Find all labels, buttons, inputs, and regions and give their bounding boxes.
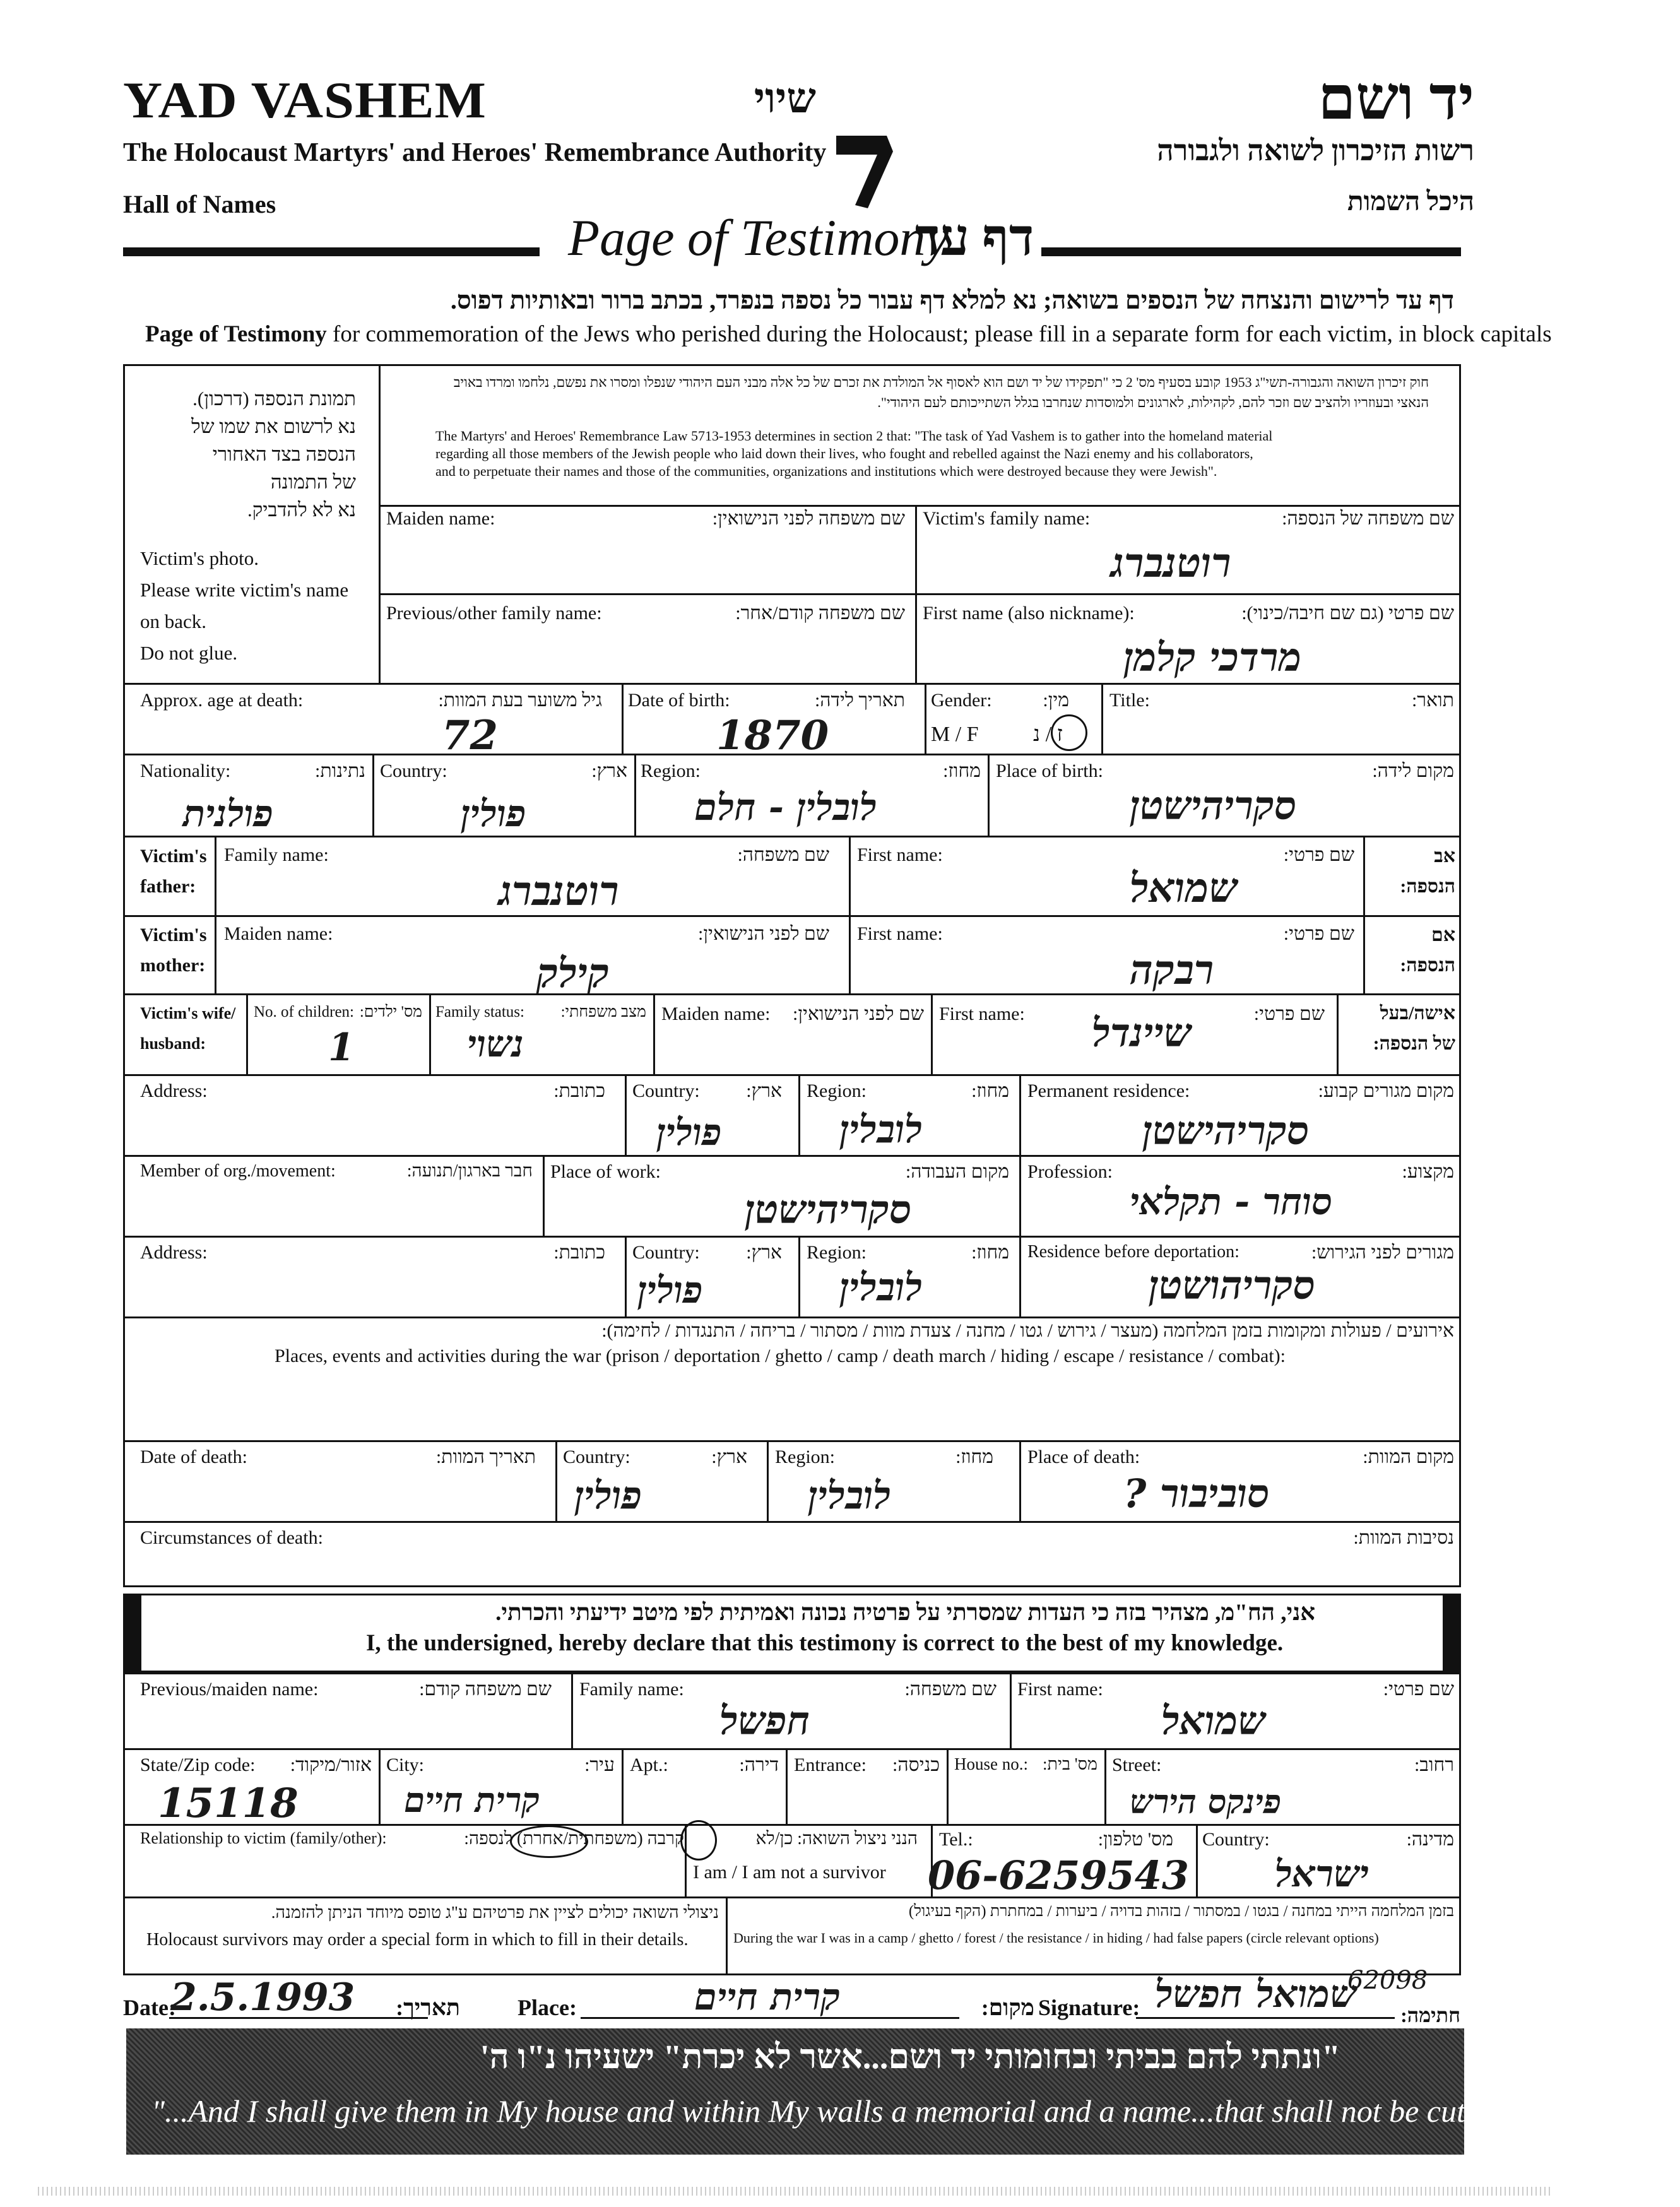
city-label-en: City:: [386, 1754, 425, 1775]
place-label-en: Place:: [518, 1995, 577, 2020]
relationship-label-en: Relationship to victim (family/other):: [140, 1829, 387, 1847]
addr2-div-1: [379, 1748, 381, 1824]
family-status-label-he: מצב משפחתי:: [560, 1003, 646, 1021]
addr-div-1: [625, 1074, 627, 1155]
mother-label-he: אם הנספה:: [1400, 925, 1455, 976]
birth-place-value: סקריהישטן: [1130, 783, 1297, 829]
entrance-label-en: Entrance:: [794, 1754, 867, 1775]
spouse-first-label-he: שם פרטי:: [1253, 1003, 1325, 1024]
law-text-en-1: The Martyrs' and Heroes' Remembrance Law 5713-1953 determines in section 2 that: "The task of Yad Vashem is to gather into the homeland material: [435, 428, 1273, 444]
sub-family-value: חפשל: [719, 1698, 810, 1744]
city-label-he: עיר:: [584, 1754, 615, 1775]
reference-number: 62098: [1347, 1966, 1428, 1995]
row-rule-1: [123, 683, 1461, 685]
birth-country-label-en: Country:: [380, 760, 447, 781]
addr-region-label-en: Region:: [807, 1080, 867, 1101]
family-name-label-he: שם משפחה של הנספה:: [1282, 508, 1454, 529]
dep-residence-value: סקריהושטן: [1149, 1262, 1315, 1308]
father-family-label-he: שם משפחה:: [737, 844, 829, 865]
birth-place-label-he: מקום לידה:: [1372, 760, 1454, 781]
sub-first-value: שמואל: [1161, 1698, 1266, 1744]
declaration-en: I, the undersigned, hereby declare that this testimony is correct to the best of my knowledge.: [366, 1630, 1284, 1656]
sub-country-label-he: מדינה:: [1406, 1829, 1454, 1850]
mother-maiden-label-he: שם לפני הנישואין:: [698, 923, 829, 944]
survivors-note-he: ניצולי השואה יכולים לציין את פרטיהם ע"ג טופס מיוחד הניתן להזמנה.: [271, 1903, 719, 1922]
sub-family-label-en: Family name:: [579, 1679, 684, 1700]
entrance-label-he: כניסה:: [892, 1754, 940, 1775]
relationship-circle-mark: [510, 1825, 588, 1858]
father-first-label-en: First name:: [857, 844, 943, 865]
zip-label-he: אזור/מיקוד:: [290, 1754, 372, 1775]
dob-label-en: Date of birth:: [628, 690, 730, 711]
death-place-label-en: Place of death:: [1027, 1447, 1140, 1467]
house-label-en: House no.:: [954, 1754, 1028, 1773]
quote-he: "ונתתי להם בביתי ובחומותי יד ושם...אשר לא יכרת" ישעיהו נ"ו ה': [480, 2038, 1340, 2076]
notes-div: [726, 1896, 728, 1975]
dep-region-value: לובלין: [839, 1265, 923, 1310]
title-label-he: תואר:: [1411, 690, 1454, 711]
addr2-div-4: [947, 1748, 949, 1824]
events-label-he: אירועים / פעולות ומקומות בזמן המלחמה (מעצר / גירוש / גטו / מחנה / צעדת מוות / מסתור / בריחה / התנגדות / לחימה):: [601, 1320, 1454, 1341]
row-rule-2: [123, 754, 1461, 755]
intro-en-bold: Page of Testimony: [145, 321, 327, 347]
title-divider: [1101, 683, 1103, 754]
address-label-en: Address:: [140, 1080, 208, 1101]
nat-divider: [372, 754, 374, 836]
sub-row-rule-2: [123, 1824, 1461, 1826]
birth-region-value: לובלין - חלם: [694, 786, 877, 829]
sub-family-label-he: שם משפחה:: [904, 1679, 997, 1700]
spouse-div-5: [1337, 993, 1339, 1074]
father-family-label-en: Family name:: [224, 844, 329, 865]
dep-residence-label-he: מגורים לפני הגירוש:: [1311, 1242, 1454, 1263]
children-value: 1: [328, 1026, 355, 1070]
birth-country-value: פולין: [461, 792, 526, 835]
tel-div-3: [1196, 1824, 1198, 1896]
title-label-en: Title:: [1109, 690, 1150, 711]
wartime-note-he: בזמן המלחמה הייתי במחנה / בגטו / במסתור / בזהות בדויה / ביערות / במחתרת (הקף בעיגול): [908, 1903, 1454, 1920]
relationship-label-he: קרבה (משפחתית/אחרת) לנספה:: [464, 1829, 684, 1849]
children-label-en: No. of children:: [254, 1003, 354, 1021]
first-name-label-en: First name (also nickname):: [923, 603, 1135, 624]
dep-address-label-he: כתובת:: [553, 1242, 605, 1263]
sub-row-rule-3: [123, 1896, 1461, 1898]
death-date-label-he: תאריך המוות:: [435, 1447, 536, 1467]
death-country-value: פולין: [574, 1474, 642, 1518]
law-text-bottom-rule: [379, 505, 1461, 507]
mother-maiden-label-en: Maiden name:: [224, 923, 333, 944]
street-label-he: רחוב:: [1414, 1754, 1454, 1775]
birth-country-label-he: ארץ:: [591, 760, 627, 781]
mother-maiden-value: קילק: [536, 950, 610, 997]
addr-country-label-he: ארץ:: [746, 1080, 782, 1101]
death-region-value: לובלין: [808, 1474, 891, 1518]
apt-label-he: דירה:: [739, 1754, 779, 1775]
org-name-he: יד ושם: [1318, 64, 1474, 132]
authority-he: רשות הזיכרון לשואה ולגבורה: [1157, 134, 1474, 167]
addr-region-label-he: מחוז:: [971, 1080, 1009, 1101]
spouse-maiden-label-en: Maiden name:: [661, 1003, 771, 1024]
hall-of-names-he: היכל השמות: [1347, 187, 1474, 216]
age-label-he: גיל משוער בעת המוות:: [438, 690, 602, 711]
dob-label-he: תאריך לידה:: [814, 690, 905, 711]
first-name-label-he: שם פרטי (גם שם חיבה/כינוי):: [1241, 603, 1454, 624]
circumstances-label-en: Circumstances of death:: [140, 1527, 323, 1548]
spouse-div-3: [653, 993, 655, 1074]
signature-underline: [1136, 2017, 1395, 2019]
death-region-label-en: Region:: [775, 1447, 835, 1467]
photo-instructions-en: Victim's photo. Please write victim's name on back. Do not glue.: [140, 547, 349, 664]
intro-he: דף עד לרישום והנצחה של הנספים בשואה; נא למלא דף עבור כל נספה בנפרד, בכתב ברור ובאותיות דפוס.: [450, 286, 1454, 314]
scan-noise-strip: [38, 2187, 1553, 2196]
row-rule-4: [123, 915, 1461, 917]
death-place-value: סוביבור ?: [1123, 1470, 1270, 1517]
member-label-he: חבר בארגון/תנועה:: [406, 1161, 533, 1181]
circumstances-label-he: נסיבות המוות:: [1353, 1527, 1454, 1548]
dep-region-label-en: Region:: [807, 1242, 867, 1263]
survivor-label-en: I am / I am not a survivor: [693, 1862, 886, 1883]
addr-region-value: לובלין: [839, 1108, 923, 1152]
parent-right-divider: [1363, 836, 1365, 993]
parent-mid-divider: [849, 836, 851, 993]
svg-text:שיוי: שיוי: [754, 73, 816, 122]
yad-vashem-logo-icon: [754, 63, 912, 227]
mother-label-en: Victim's mother:: [140, 925, 207, 976]
maiden-name-label-he: שם משפחה לפני הנישואין:: [712, 508, 905, 529]
tel-label-he: מס' טלפון:: [1097, 1829, 1173, 1850]
dep-region-label-he: מחוז:: [971, 1242, 1009, 1263]
address-label-he: כתובת:: [553, 1080, 605, 1101]
death-date-label-en: Date of death:: [140, 1447, 247, 1467]
spouse-div-4: [931, 993, 933, 1074]
family-name-label-en: Victim's family name:: [923, 508, 1091, 529]
gender-circle-mark: [1051, 714, 1087, 751]
date-label-en: Date:: [123, 1995, 176, 2020]
row-rule-7: [123, 1155, 1461, 1157]
gender-label-he: מין:: [1043, 690, 1069, 711]
signature-label-en: Signature:: [1038, 1995, 1140, 2020]
title-rule-left: [123, 247, 540, 256]
father-label-en: Victim's father:: [140, 846, 207, 897]
death-div-2: [767, 1440, 769, 1521]
addr-country-label-en: Country:: [632, 1080, 700, 1101]
nationality-value: פולנית: [183, 792, 273, 835]
row-rule-8: [123, 1236, 1461, 1238]
gender-divider: [925, 683, 926, 754]
org-name-en: YAD VASHEM: [123, 71, 487, 129]
dob-value: 1870: [716, 712, 829, 759]
family-status-value: נשוי: [467, 1022, 524, 1065]
form-title-he: דף עד: [915, 209, 1034, 266]
mother-first-label-en: First name:: [857, 923, 943, 944]
children-label-he: מס' ילדים:: [359, 1003, 422, 1021]
sub-row-rule-1: [123, 1748, 1461, 1750]
father-label-he: אב הנספה:: [1400, 846, 1455, 897]
spouse-label-en: Victim's wife/ husband:: [140, 1004, 236, 1053]
death-div-1: [555, 1440, 557, 1521]
spouse-first-label-en: First name:: [939, 1003, 1025, 1024]
nationality-label-en: Nationality:: [140, 760, 231, 781]
city-value: קרית חיים: [404, 1780, 540, 1820]
signature-label-he: חתימה:: [1400, 2004, 1460, 2027]
addr2-div-2: [622, 1748, 624, 1824]
death-div-3: [1019, 1440, 1021, 1521]
profession-label-en: Profession:: [1027, 1161, 1113, 1182]
declaration-he: אני, הח"מ, מצהיר בזה כי העדות שמסרתי על פרטיה נכונה ואמיתית לפי מיטב ידיעתי והכרתי.: [495, 1600, 1315, 1626]
intro-en-rest: for commemoration of the Jews who perished during the Holocaust; please fill in a separate form for each victim, in block capitals: [326, 321, 1552, 347]
events-label-en: Places, events and activities during the war (prison / deportation / ghetto / camp / death march / hiding / escape / resistance / combat):: [275, 1346, 1286, 1366]
work-label-he: מקום העבודה:: [905, 1161, 1009, 1182]
profession-label-he: מקצוע:: [1402, 1161, 1454, 1182]
form-title-en: Page of Testimony: [568, 209, 949, 266]
house-label-he: מס' בית:: [1042, 1754, 1097, 1773]
spouse-maiden-label-he: שם לפני הנישואין:: [793, 1003, 924, 1024]
sub-country-value: ישראל: [1275, 1852, 1369, 1895]
wartime-note-en: During the war I was in a camp / ghetto / forest / the resistance / in hiding / had false papers (circle relevant options): [733, 1930, 1379, 1946]
spouse-div-2: [429, 993, 431, 1074]
tel-value: 06-6259543: [928, 1852, 1189, 1898]
age-label-en: Approx. age at death:: [140, 690, 304, 711]
gender-options-en: M / F: [931, 723, 979, 746]
survivor-label-he: הנני ניצול השואה: כן/לא: [755, 1829, 918, 1849]
work-div-1: [543, 1155, 545, 1236]
addr-country-value: פולין: [656, 1111, 722, 1154]
sub-prev-label-en: Previous/maiden name:: [140, 1679, 319, 1700]
birth-place-label-en: Place of birth:: [996, 760, 1103, 781]
place-label-he: מקום:: [981, 1995, 1034, 2020]
law-text-en-3: and to perpetuate their names and those of the communities, organizations and institutions which were destroyed because they were Jewish".: [435, 463, 1217, 479]
prev-name-label-en: Previous/other family name:: [386, 603, 602, 624]
row-rule-3: [123, 836, 1461, 837]
work-label-en: Place of work:: [550, 1161, 661, 1182]
sub-div-1: [571, 1672, 573, 1748]
death-country-label-he: ארץ:: [711, 1447, 747, 1467]
row-rule-9: [123, 1317, 1461, 1318]
apt-label-en: Apt.:: [630, 1754, 668, 1775]
victim-first-name-value: מרדכי קלמן: [1123, 634, 1302, 680]
prev-name-label-he: שם משפחה קודם/אחר:: [735, 603, 905, 624]
intro-en: [145, 321, 1552, 348]
authority-en: The Holocaust Martyrs' and Heroes' Remembrance Authority: [123, 138, 827, 167]
dep-div-2: [798, 1236, 800, 1317]
survivors-note-en: Holocaust survivors may order a special form in which to fill in their details.: [146, 1930, 689, 1950]
addr2-div-5: [1104, 1748, 1106, 1824]
dep-residence-label-en: Residence before deportation:: [1027, 1242, 1239, 1262]
row-rule-11: [123, 1521, 1461, 1523]
region-divider: [988, 754, 990, 836]
dep-address-label-en: Address:: [140, 1242, 208, 1263]
signature-value: שמואל חפשל: [1155, 1972, 1357, 2016]
sub-prev-label-he: שם משפחה קודם:: [419, 1679, 552, 1700]
addr-div-3: [1019, 1074, 1021, 1155]
quote-en: "...And I shall give them in My house and within My walls a memorial and a name...that shall not be cut off" Isaiah, 56:5: [151, 2093, 1680, 2129]
sub-country-label-en: Country:: [1202, 1829, 1270, 1850]
mother-first-value: רבקה: [1130, 947, 1214, 994]
dep-country-label-en: Country:: [632, 1242, 700, 1263]
perm-residence-value: סקריהישטן: [1142, 1108, 1310, 1154]
father-first-value: שמואל: [1130, 865, 1238, 912]
name-row-rule: [379, 593, 1461, 595]
nationality-label-he: נתינות:: [315, 760, 365, 781]
dep-div-1: [625, 1236, 627, 1317]
work-place-value: סקריהישטן: [745, 1186, 912, 1233]
birth-region-label-en: Region:: [641, 760, 701, 781]
dep-div-3: [1019, 1236, 1021, 1317]
date-value: 2.5.1993: [170, 1975, 355, 2020]
sub-first-label-en: First name:: [1017, 1679, 1103, 1700]
street-value: פינקס הירש: [1130, 1783, 1282, 1821]
work-div-2: [1019, 1155, 1021, 1236]
zip-label-en: State/Zip code:: [140, 1754, 256, 1775]
zip-value: 15118: [158, 1780, 299, 1827]
row-rule-10: [123, 1440, 1461, 1442]
death-place-label-he: מקום המוות:: [1363, 1447, 1454, 1467]
sub-div-2: [1010, 1672, 1012, 1748]
date-label-he: תאריך:: [396, 1995, 460, 2020]
spouse-label-he: אישה/בעל של הנספה:: [1373, 1003, 1455, 1054]
tel-label-en: Tel.:: [939, 1829, 973, 1850]
gender-options-he: ז / נ: [1033, 723, 1063, 746]
dep-country-value: פולין: [637, 1269, 703, 1311]
spouse-div-1: [246, 993, 248, 1074]
title-rule-right: [1041, 247, 1461, 256]
dep-country-label-he: ארץ:: [746, 1242, 782, 1263]
law-text-he: חוק זיכרון השואה והגבורה-תשי"ג 1953 קובע בסעיף מס' 2 כי "תפקידו של יד ושם הוא לאסוף אל המולדת את זכרם של כל אלה מבני העם היהודי שנפלו ומסרו את נפשם, נלחמו ומרדו באויב הנאצי ובעוזריו ולהציב שם וזכר להם, לקהילות, לארגונים ולמוסדות שנחרבו בגלל השתייכותם לעם היהודי".: [453, 374, 1429, 410]
row-rule-6: [123, 1074, 1461, 1076]
mother-first-label-he: שם פרטי:: [1283, 923, 1354, 944]
age-value: 72: [442, 712, 499, 759]
hall-of-names-en: Hall of Names: [123, 190, 276, 218]
perm-residence-label-he: מקום מגורים קבוע:: [1318, 1080, 1454, 1101]
dob-divider: [622, 683, 624, 754]
father-first-label-he: שם פרטי:: [1283, 844, 1354, 865]
victim-family-name-value: רוטנברג: [1111, 540, 1231, 587]
photo-instructions-he: תמונת הנספה (דרכון). נא לרשום את שמו של הנספה בצד האחורי של התמונה נא לא להדביק.: [191, 388, 356, 521]
addr2-div-3: [786, 1748, 788, 1824]
death-country-label-en: Country:: [563, 1447, 630, 1467]
row-rule-5: [123, 993, 1461, 995]
death-region-label-he: מחוז:: [955, 1447, 993, 1467]
law-text-en-2: regarding all those members of the Jewish people who laid down their lives, who fought and rebelled against the Nazi enemy and his collaborators,: [435, 446, 1253, 461]
survivor-circle-mark: [680, 1820, 717, 1861]
father-family-value: רוטנברג: [499, 868, 619, 915]
sub-first-label-he: שם פרטי:: [1383, 1679, 1454, 1700]
family-status-label-en: Family status:: [435, 1003, 524, 1021]
perm-residence-label-en: Permanent residence:: [1027, 1080, 1190, 1101]
addr-div-2: [798, 1074, 800, 1155]
member-label-en: Member of org./movement:: [140, 1161, 336, 1181]
country-divider: [634, 754, 636, 836]
place-value: קרית חיים: [694, 1975, 841, 2018]
maiden-name-label-en: Maiden name:: [386, 508, 495, 529]
gender-label-en: Gender:: [931, 690, 992, 711]
spouse-first-value: שיינדל: [1092, 1010, 1192, 1056]
profession-value: סוחר - תקלאי: [1130, 1180, 1333, 1223]
birth-region-label-he: מחוז:: [943, 760, 981, 781]
street-label-en: Street:: [1112, 1754, 1162, 1775]
photo-box-divider: [379, 364, 381, 683]
parent-left-divider: [215, 836, 216, 993]
